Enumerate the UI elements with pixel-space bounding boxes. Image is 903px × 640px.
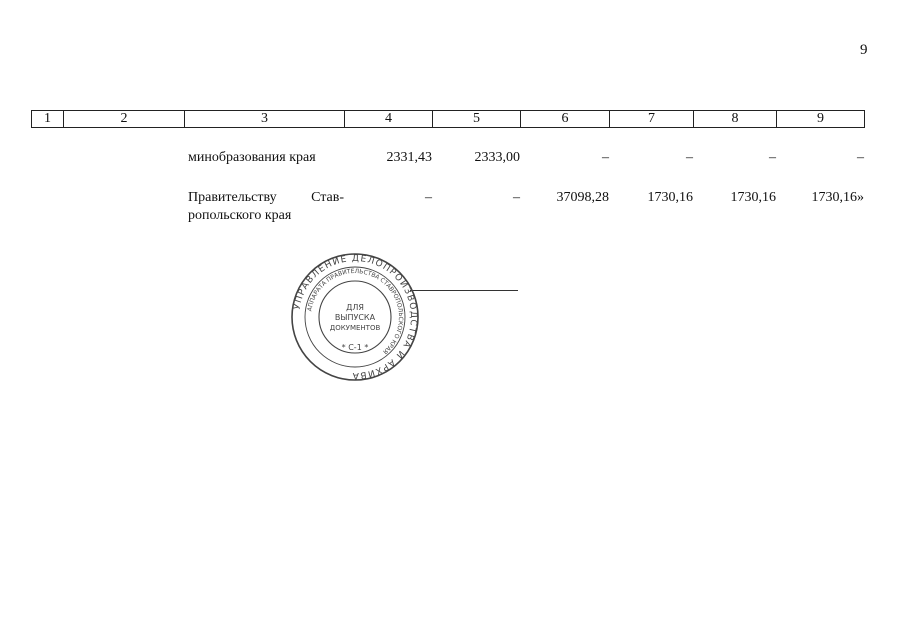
column-number: 2 bbox=[64, 111, 185, 128]
column-number: 9 bbox=[777, 111, 865, 128]
column-number: 8 bbox=[694, 111, 777, 128]
column-number: 6 bbox=[521, 111, 610, 128]
column-number: 4 bbox=[345, 111, 433, 128]
column-number-row bbox=[31, 110, 865, 128]
page-number: 9 bbox=[860, 42, 868, 58]
table-cell: 2331,43 bbox=[386, 150, 432, 165]
table-cell: 37098,28 bbox=[556, 190, 609, 205]
column-number: 3 bbox=[185, 111, 345, 128]
table-cell: 1730,16 bbox=[647, 190, 693, 205]
table-cell: – bbox=[425, 190, 432, 205]
signature-line bbox=[410, 290, 518, 291]
row-label: Правительству Став-ропольского края bbox=[188, 190, 344, 223]
row-label: минобразования края bbox=[188, 150, 316, 165]
table-cell: – bbox=[602, 150, 609, 165]
official-stamp bbox=[290, 252, 420, 382]
table-cell: 1730,16 bbox=[730, 190, 776, 205]
table-row bbox=[31, 189, 864, 225]
stamp-inner-text: АППАРАТА ПРАВИТЕЛЬСТВА СТАВРОПОЛЬСКОГО КРАЯ bbox=[306, 267, 405, 356]
table-cell: – bbox=[857, 150, 864, 165]
stamp-outer-text: УПРАВЛЕНИЕ ДЕЛОПРОИЗВОДСТВА И АРХИВА bbox=[292, 253, 419, 381]
table-row bbox=[31, 149, 864, 189]
column-number: 5 bbox=[433, 111, 521, 128]
stamp-center-line: ВЫПУСКА bbox=[334, 313, 376, 322]
stamp-center-line: ДОКУМЕНТОВ bbox=[329, 324, 381, 332]
table-cell: – bbox=[686, 150, 693, 165]
stamp-code: * С-1 * bbox=[341, 343, 369, 352]
table-cell: – bbox=[513, 190, 520, 205]
stamp-center-line: ДЛЯ bbox=[346, 303, 364, 312]
table-cell: 2333,00 bbox=[474, 150, 520, 165]
column-number: 7 bbox=[610, 111, 694, 128]
table-cell: 1730,16» bbox=[811, 190, 864, 205]
column-number: 1 bbox=[32, 111, 64, 128]
table-cell: – bbox=[769, 150, 776, 165]
budget-table bbox=[31, 149, 864, 225]
